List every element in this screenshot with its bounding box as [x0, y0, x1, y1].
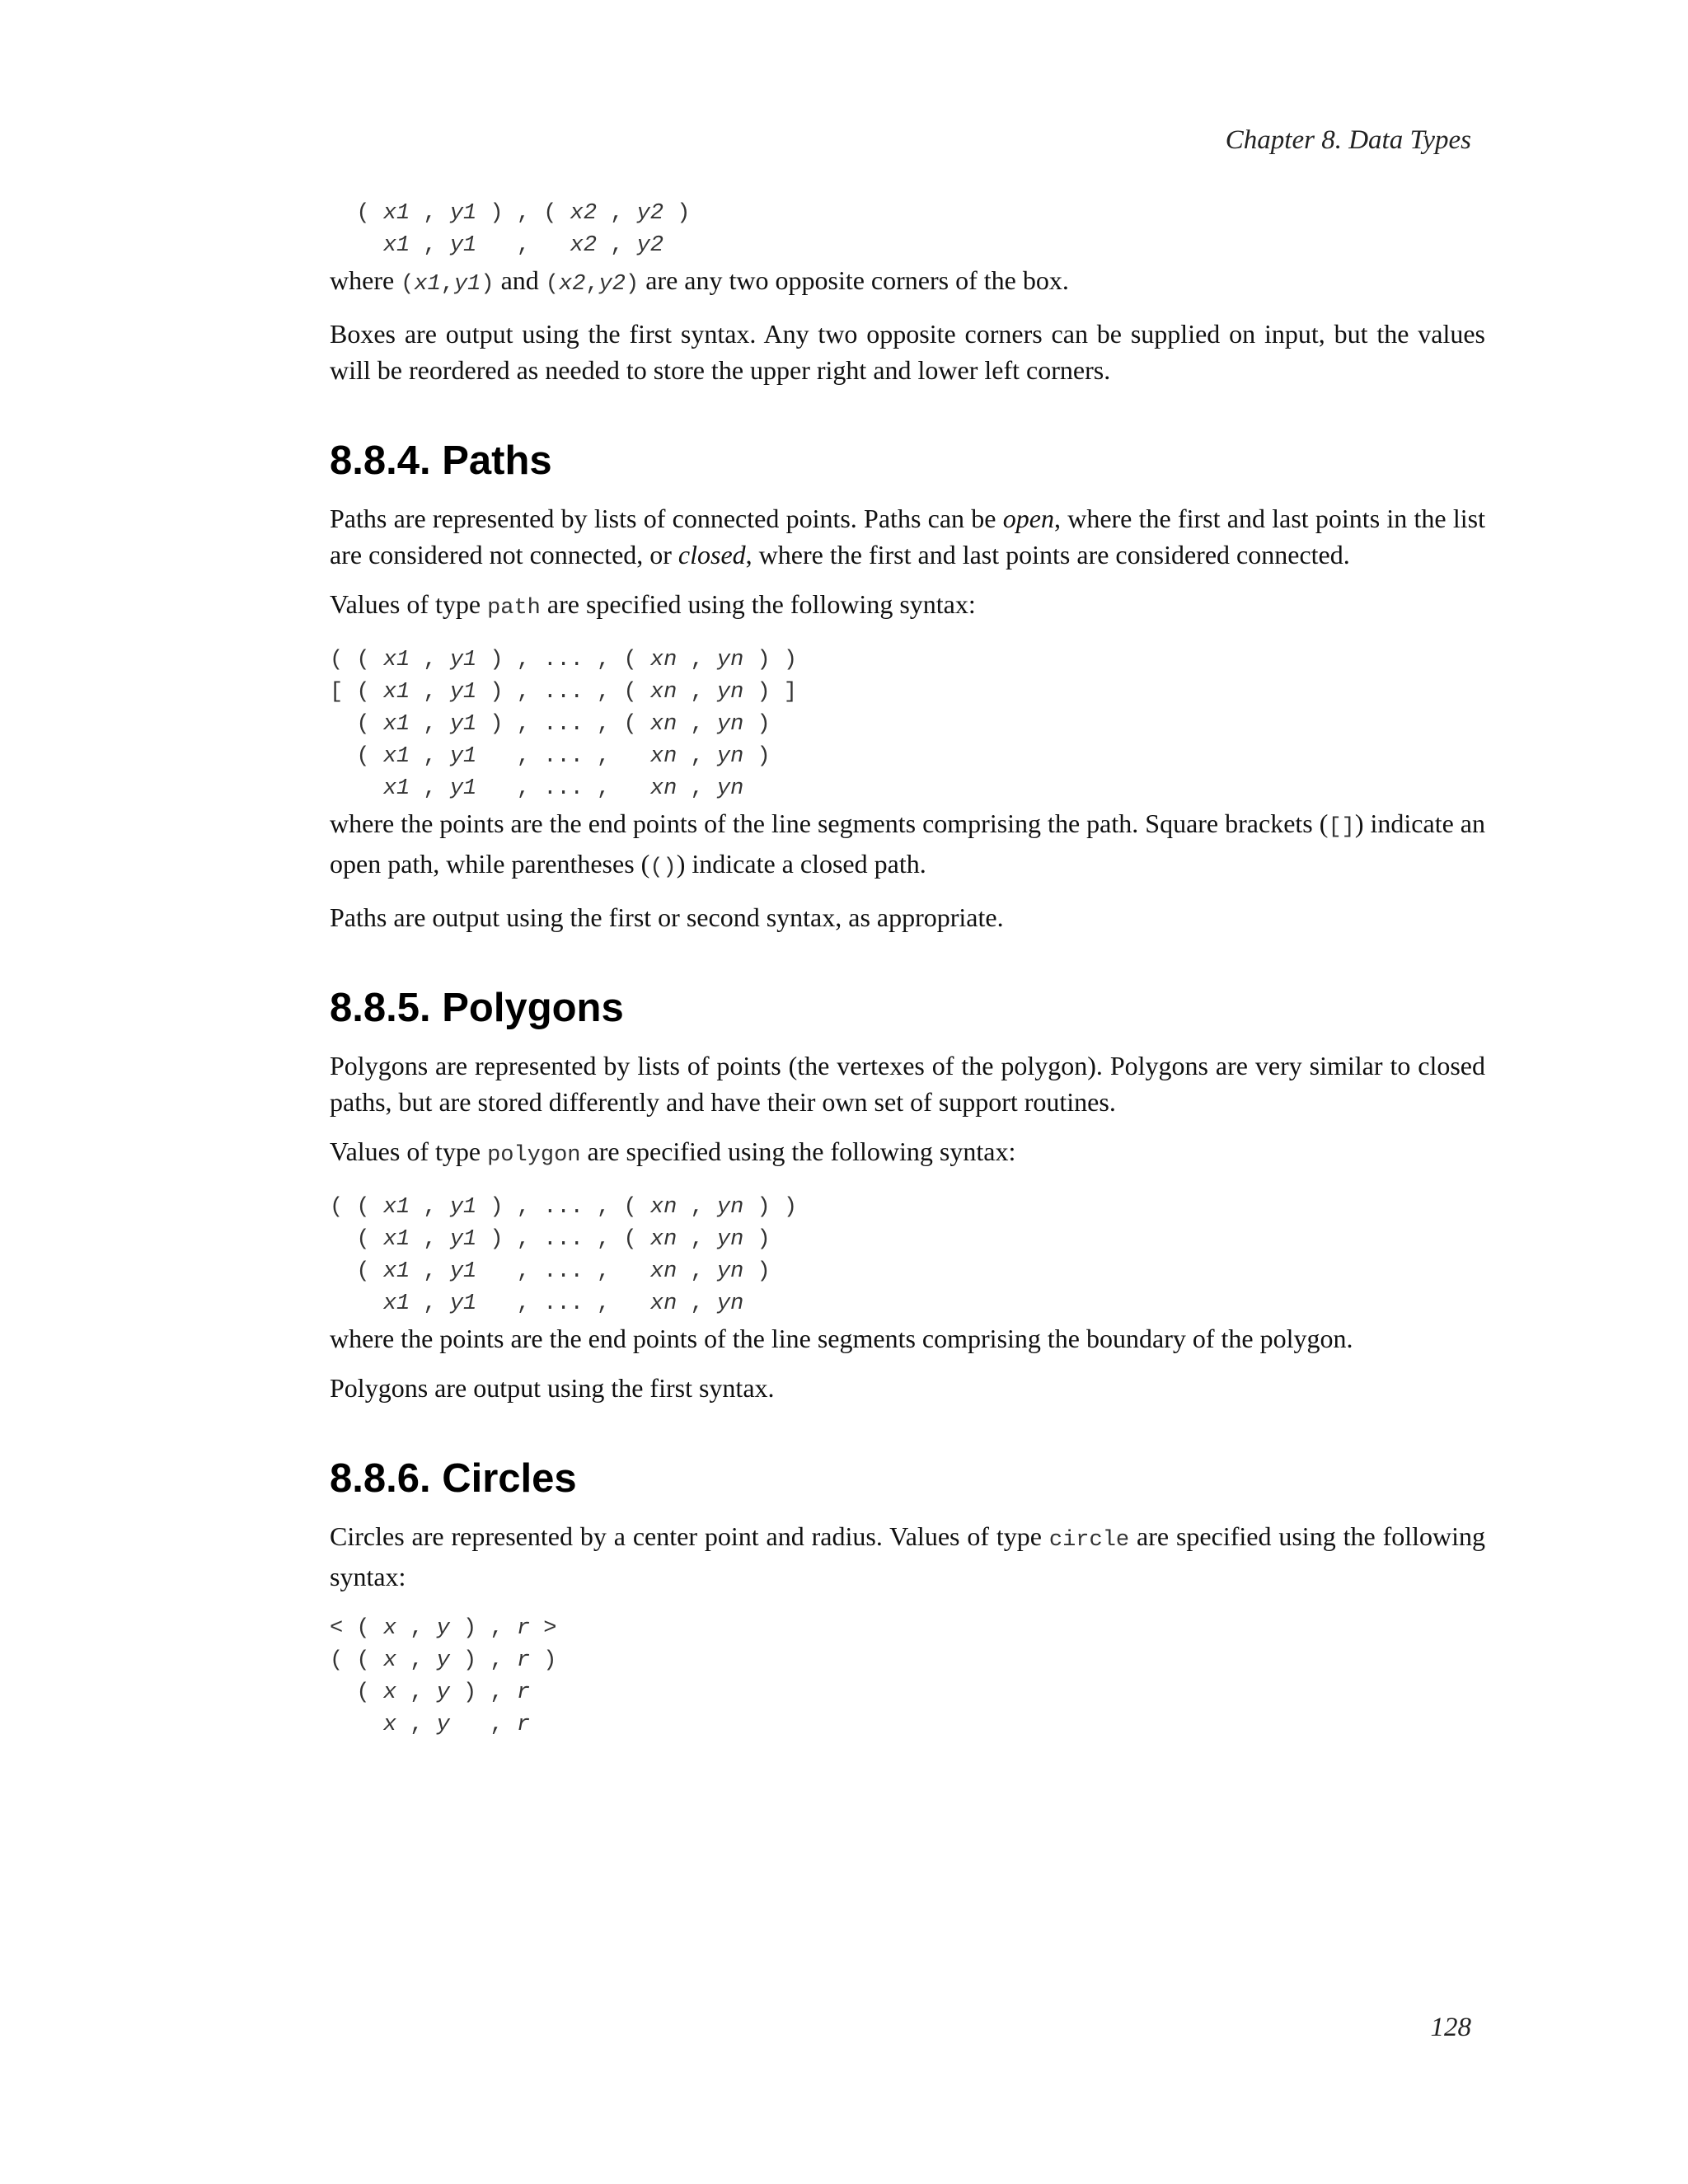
syntax-line: ( x1 , y1 ) , ( x2 , y2 ) — [330, 201, 691, 226]
syntax-line: ( x1 , y1 ) , ... , ( xn , yn ) — [330, 712, 771, 737]
circles-intro-paragraph: Circles are represented by a center point and radius. Values of type circle are specified using the following syntax: — [330, 1521, 1485, 1591]
polygons-intro-paragraph: Polygons are represented by lists of points (the vertexes of the polygon). Polygons are very similar to closed paths, but are stored differently and have their own set of support routines. — [330, 1051, 1485, 1117]
page-number: 128 — [1430, 2013, 1471, 2042]
syntax-line: ( x , y ) , r — [330, 1680, 531, 1705]
polygons-values-paragraph: Values of type polygon are specified using the following syntax: — [330, 1137, 1016, 1168]
syntax-line: ( x1 , y1 ) , ... , ( xn , yn ) — [330, 1227, 771, 1252]
section-heading-polygons: 8.8.5. Polygons — [330, 986, 624, 1030]
paths-syntax-block — [330, 644, 1485, 805]
code-circle: circle — [1048, 1528, 1130, 1553]
syntax-line: [ ( x1 , y1 ) , ... , ( xn , yn ) ] — [330, 680, 798, 705]
syntax-line: ( ( x1 , y1 ) , ... , ( xn , yn ) ) — [330, 648, 798, 673]
paths-where-paragraph: where the points are the end points of the line segments comprising the path. Square brackets ([]) indicate an open path, while parentheses (()) indicate a closed path. — [330, 808, 1486, 880]
syntax-line: x1 , y1 , ... , xn , yn — [382, 776, 744, 801]
syntax-line: ( ( x1 , y1 ) , ... , ( xn , yn ) ) — [330, 1195, 798, 1220]
running-header: Chapter 8. Data Types — [1225, 125, 1471, 155]
polygons-output-paragraph: Polygons are output using the first syntax. — [330, 1373, 775, 1403]
code-parentheses: () — [649, 855, 677, 880]
code-corner-2: (x2,y2) — [545, 272, 640, 297]
syntax-line: x1 , y1 , ... , xn , yn — [382, 1291, 744, 1316]
syntax-line: ( x1 , y1 , ... , xn , yn ) — [330, 744, 771, 769]
polygons-syntax-block — [330, 1192, 1485, 1320]
paths-values-paragraph: Values of type path are specified using the following syntax: — [330, 589, 976, 621]
code-corner-1: (x1,y1) — [401, 272, 495, 297]
syntax-line: ( x1 , y1 , ... , xn , yn ) — [330, 1259, 771, 1284]
syntax-line: x1 , y1 , x2 , y2 — [382, 233, 664, 258]
section-heading-circles: 8.8.6. Circles — [330, 1456, 577, 1501]
box-syntax-block — [330, 198, 1485, 262]
code-square-brackets: [] — [1328, 815, 1355, 840]
syntax-line: < ( x , y ) , r > — [330, 1616, 557, 1641]
code-path: path — [487, 596, 541, 621]
section-heading-paths: 8.8.4. Paths — [330, 438, 552, 483]
box-where-paragraph: where (x1,y1) and (x2,y2) are any two opposite corners of the box. — [330, 265, 1069, 297]
syntax-line: ( ( x , y ) , r ) — [330, 1648, 557, 1673]
page-content — [330, 198, 1485, 1741]
circles-syntax-block — [330, 1613, 1485, 1741]
syntax-line: x , y , r — [382, 1713, 531, 1737]
paths-output-paragraph: Paths are output using the first or second syntax, as appropriate. — [330, 902, 1004, 932]
paths-intro-paragraph: Paths are represented by lists of connected points. Paths can be open, where the first and last points in the list are considered not connected, or closed, where the first and last points are considered connected. — [330, 504, 1485, 569]
polygons-where-paragraph: where the points are the end points of the line segments comprising the boundary of the polygon. — [330, 1324, 1353, 1353]
box-output-paragraph: Boxes are output using the first syntax. Any two opposite corners can be supplied on input, but the values will be reordered as needed to store the upper right and lower left corners. — [330, 319, 1485, 385]
code-polygon: polygon — [487, 1143, 581, 1168]
